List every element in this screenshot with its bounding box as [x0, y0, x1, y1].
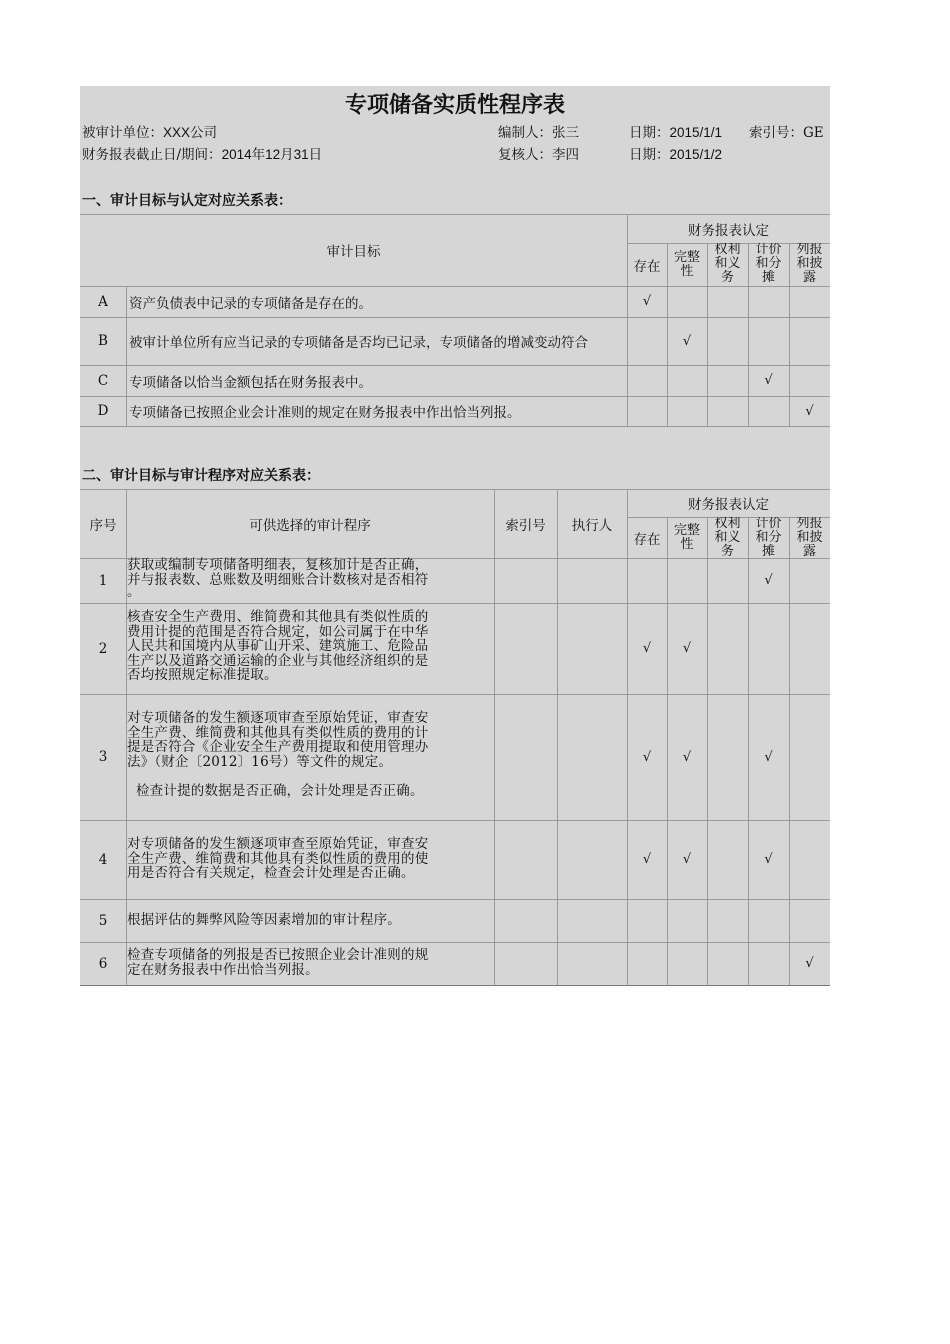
assertion-header-valuation: 计价和分摊	[755, 517, 782, 558]
check-mark	[789, 317, 830, 365]
check-mark: √	[764, 852, 773, 867]
row-number: 6	[98, 955, 108, 972]
index-label: 索引号：	[749, 125, 803, 141]
check-mark: √	[682, 333, 692, 349]
check-mark	[707, 365, 748, 396]
assertion-header-completeness: 完整性	[673, 523, 700, 552]
period-value: 2014年12月31日	[221, 147, 323, 162]
reviewer-value: 李四	[552, 147, 579, 163]
check-mark	[707, 286, 748, 317]
objective-id: C	[97, 372, 109, 389]
check-mark	[789, 694, 830, 820]
section1-heading: 一、审计目标与认定对应关系表：	[82, 193, 292, 209]
check-mark	[789, 558, 830, 603]
check-mark	[748, 942, 789, 985]
date1-label: 日期：	[629, 125, 670, 141]
objective-text: 专项储备已按照企业会计准则的规定在财务报表中作出恰当列报。	[129, 405, 521, 421]
assertion-header-valuation: 计价和分摊	[755, 243, 782, 285]
assertion-group-header: 财务报表认定	[688, 222, 769, 239]
check-mark	[707, 317, 748, 365]
procedure-line: 全生产费、维简费和其他具有类似性质的费用的计	[127, 724, 429, 741]
entity-value: XXX公司	[163, 125, 218, 140]
assertion-header-rights: 权利和义务	[714, 517, 741, 558]
check-mark	[667, 942, 707, 985]
date1-line	[629, 121, 722, 141]
objective-id: A	[98, 293, 108, 310]
procedure-line: 对专项储备的发生额逐项审查至原始凭证，审查安	[127, 710, 429, 726]
assertion-header-existence: 存在	[633, 258, 661, 275]
entity-label: 被审计单位：	[82, 125, 163, 141]
check-mark	[789, 603, 830, 694]
check-mark	[707, 396, 748, 426]
objective-text: 资产负债表中记录的专项储备是存在的。	[129, 295, 372, 312]
check-mark	[627, 317, 667, 365]
procedure-line: 费用计提的范围是否符合规定，如公司属于在中华	[127, 623, 429, 640]
assertion-header-presentation: 列报和披露	[796, 517, 823, 558]
check-mark	[748, 396, 789, 426]
procedure-text	[127, 610, 493, 683]
assertion-header-rights: 权利和义务	[714, 243, 741, 285]
index-line	[749, 121, 824, 141]
worksheet	[80, 86, 830, 986]
procedure-line: 人民共和国境内从事矿山开采、建筑施工、危险品	[127, 638, 429, 654]
page-title: 专项储备实质性程序表	[344, 93, 565, 118]
row-number: 5	[98, 912, 108, 929]
divider	[80, 426, 830, 427]
check-mark	[707, 558, 748, 603]
check-mark	[667, 286, 707, 317]
procedure-text	[127, 913, 493, 928]
assertion-header-completeness: 完整性	[673, 250, 700, 279]
section2-heading: 二、审计目标与审计程序对应关系表：	[82, 468, 320, 484]
procedure-line: 。	[127, 584, 141, 600]
check-mark	[627, 396, 667, 426]
date2-label: 日期：	[629, 147, 670, 163]
check-mark: √	[642, 852, 652, 867]
check-mark	[789, 899, 830, 942]
check-mark: √	[642, 641, 652, 656]
check-mark	[667, 365, 707, 396]
objective-id: D	[97, 403, 109, 419]
check-mark	[667, 899, 707, 942]
date2-value: 2015/1/2	[669, 147, 723, 162]
procedure-line: 并与报表数、总账数及明细账合计数核对是否相符	[127, 571, 429, 588]
index-header: 索引号	[505, 517, 546, 534]
check-mark	[748, 317, 789, 365]
row-number: 3	[98, 749, 108, 765]
check-mark: √	[642, 749, 652, 765]
preparer-line	[498, 121, 579, 141]
objective-text: 专项储备以恰当金额包括在财务报表中。	[129, 374, 372, 391]
check-mark	[748, 286, 789, 317]
date1-value: 2015/1/1	[669, 125, 723, 140]
check-mark: √	[642, 294, 652, 309]
check-mark	[627, 899, 667, 942]
check-mark: √	[682, 852, 692, 867]
procedure-text	[127, 837, 493, 881]
procedure-text	[127, 948, 493, 977]
divider	[557, 489, 558, 985]
procedure-line: 核查安全生产费用、维简费和其他具有类似性质的	[127, 609, 429, 625]
date2-line	[629, 143, 722, 163]
check-mark	[748, 899, 789, 942]
check-mark	[789, 286, 830, 317]
check-mark	[667, 558, 707, 603]
procedure-header: 可供选择的审计程序	[249, 517, 371, 534]
check-mark	[627, 558, 667, 603]
procedure-text	[127, 711, 493, 799]
assertion-header-existence: 存在	[633, 531, 661, 548]
assertion-header-presentation: 列报和披露	[796, 243, 823, 285]
procedure-line: 否均按照规定标准提取。	[127, 667, 278, 683]
procedure-line: 用是否符合有关规定，检查会计处理是否正确。	[127, 865, 415, 881]
check-mark	[707, 603, 748, 694]
check-mark	[707, 694, 748, 820]
reviewer-line	[498, 143, 579, 163]
assertion-group-header: 财务报表认定	[688, 497, 769, 513]
period-label: 财务报表截止日/期间：	[82, 147, 222, 163]
row-number: 4	[98, 851, 108, 868]
procedure-line: 检查计提的数据是否正确，会计处理是否正确。	[127, 783, 424, 799]
check-mark: √	[805, 403, 814, 419]
procedure-line: 提是否符合《企业安全生产费用提取和使用管理办	[127, 739, 429, 755]
index-value: GE	[803, 125, 824, 141]
check-mark	[707, 820, 748, 899]
check-mark: √	[805, 956, 814, 971]
entity-line	[82, 121, 217, 141]
procedure-line: 法》（财企〔2012〕16号）等文件的规定。	[127, 753, 393, 770]
objective-header: 审计目标	[326, 244, 381, 260]
procedure-line	[127, 769, 493, 784]
check-mark	[789, 820, 830, 899]
procedure-line: 根据评估的舞弊风险等因素增加的审计程序。	[127, 912, 401, 928]
performer-header: 执行人	[571, 517, 613, 534]
objective-text: 被审计单位所有应当记录的专项储备是否均已记录，专项储备的增减变动符合	[129, 335, 588, 351]
check-mark: √	[764, 573, 773, 588]
check-mark: √	[682, 749, 692, 765]
divider	[80, 985, 830, 986]
procedure-line: 定在财务报表中作出恰当列报。	[127, 961, 319, 978]
no-header: 序号	[89, 517, 117, 534]
period-line	[82, 143, 322, 163]
check-mark	[627, 365, 667, 396]
procedure-line: 检查专项储备的列报是否已按照企业会计准则的规	[127, 947, 429, 963]
procedure-text	[127, 557, 493, 600]
row-number: 1	[98, 572, 108, 589]
procedure-line: 全生产费、维简费和其他具有类似性质的费用的使	[127, 850, 429, 867]
procedure-line: 获取或编制专项储备明细表，复核加计是否正确，	[127, 557, 429, 573]
preparer-value: 张三	[552, 125, 579, 141]
check-mark	[748, 603, 789, 694]
check-mark: √	[764, 373, 773, 388]
check-mark	[667, 396, 707, 426]
procedure-line: 生产以及道路交通运输的企业与其他经济组织的是	[127, 652, 429, 669]
check-mark: √	[682, 641, 692, 656]
check-mark	[707, 899, 748, 942]
preparer-label: 编制人：	[498, 125, 552, 141]
objective-id: B	[98, 333, 108, 349]
divider	[494, 489, 495, 985]
procedure-line: 对专项储备的发生额逐项审查至原始凭证，审查安	[127, 836, 429, 852]
check-mark: √	[764, 749, 773, 765]
reviewer-label: 复核人：	[498, 147, 552, 163]
check-mark	[707, 942, 748, 985]
row-number: 2	[98, 640, 108, 657]
check-mark	[789, 365, 830, 396]
check-mark	[627, 942, 667, 985]
